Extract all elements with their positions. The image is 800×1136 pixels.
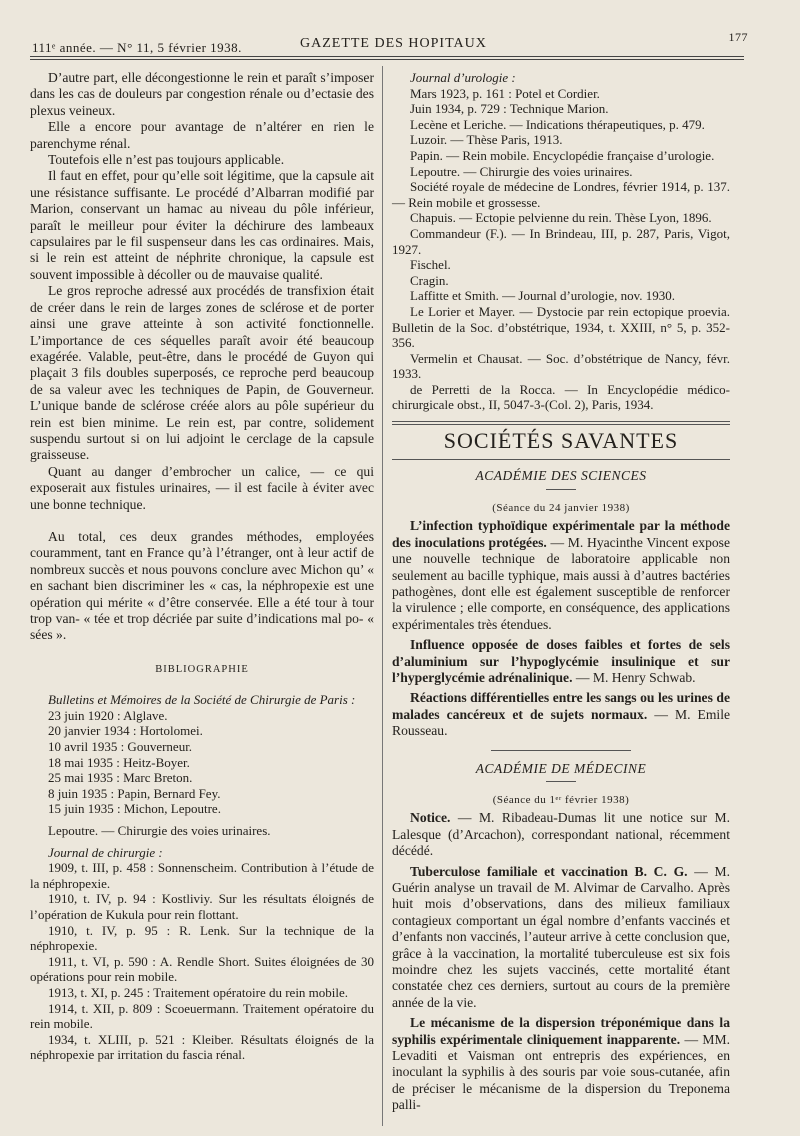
bib-item: 1910, t. IV, p. 95 : R. Lenk. Sur la technique de la néphropexie. bbox=[30, 922, 374, 954]
bib-entry: Lepoutre. — Chirurgie des voies urinaires. bbox=[48, 822, 271, 838]
report-item bbox=[392, 864, 730, 1012]
paragraph: Au total, ces deux grandes méthodes, employées couramment, tant en France qu’à l’étranger, ont à leur actif de nombreux succès et nous pouvons conclure avec Michon qu’ « en sachant bien discriminer les « cas, la néphropexie est une opération qui mérite « d’être conservée. Elle a été tour à tour trop van- « tée et trop décriée par suite d’indications mal po- « sées ». bbox=[30, 528, 374, 643]
bib-item: 25 mai 1935 : Marc Breton. bbox=[48, 770, 193, 786]
bib-item: Mars 1923, p. 161 : Potel et Cordier. bbox=[410, 85, 600, 101]
paragraph: Quant au danger d’embrocher un calice, — ce qui exposerait aux fistules urinaires, — il est facile à éviter avec une bonne technique. bbox=[30, 463, 374, 512]
bib-entry: Société royale de médecine de Londres, février 1914, p. 137. — Rein mobile et grossesse. bbox=[392, 179, 730, 210]
bib-item: 1911, t. VI, p. 590 : A. Rendle Short. Suites éloignées de 30 opérations pour rein mobile. bbox=[30, 953, 374, 985]
bibliography-heading: BIBLIOGRAPHIE bbox=[155, 663, 249, 675]
report-item bbox=[392, 810, 730, 859]
page-number: 177 bbox=[728, 30, 748, 44]
issue-line: 111ᵉ année. — N° 11, 5 février 1938. bbox=[32, 40, 242, 55]
academy-heading: ACADÉMIE DE MÉDECINE bbox=[475, 760, 647, 776]
journal-title: GAZETTE DES HOPITAUX bbox=[300, 36, 487, 51]
report-title: L’infection typhoïdique expérimentale par la méthode des inoculations protégées. bbox=[392, 518, 730, 550]
paragraph: Le gros reproche adressé aux procédés de transfixion était de créer dans le rein de larges zones de sclérose et de porter ainsi une grave atteinte à son activité fonctionnelle. L’importance de ces séquelles paraît avoir été beaucoup exagérée. Valable, peut-être, dans le procédé de Guyon qui plaçait 3 fils doubles superposés, ce reproche perd beaucoup de sa valeur avec les techniques de Papin, de Gouverneur. L’unique bande de sclérose créée alors au pôle supérieur du rein est bien minime. Le rein est, par contre, solidement suspendu surtout si on lui adjoint le cerclage de la capsule graisseuse. bbox=[30, 283, 374, 463]
report-item bbox=[392, 637, 730, 686]
section-rule bbox=[392, 421, 730, 422]
bib-source: Journal d’urologie : bbox=[410, 70, 516, 85]
bib-item: 1914, t. XII, p. 809 : Scoeuermann. Traitement opératoire du rein mobile. bbox=[30, 1000, 374, 1032]
report-body: — M. Hyacinthe Vincent expose une nouvelle technique de laboratoire applicable non seulement au bacille typhique, mais aussi à d’autres bactéries pathogènes, dont elle est également susceptible de renforcer la virulence ; elle comporte, en conséquence, des applications expérimentales très étendues. bbox=[392, 534, 730, 632]
report-body: — M. Emile Rousseau. bbox=[392, 706, 731, 739]
paragraph: D’autre part, elle décongestionne le rein et paraît s’imposer dans les cas de douleurs par congestion rénale ou d’ectasie des plexus veineux. bbox=[30, 70, 374, 118]
session-date: (Séance du 1ᵉʳ février 1938) bbox=[492, 793, 630, 806]
bib-entry: Fischel. bbox=[410, 257, 451, 273]
report-item bbox=[392, 690, 730, 739]
bib-source: Journal de chirurgie : bbox=[48, 844, 163, 860]
bib-entry: Chapuis. — Ectopie pelvienne du rein. Thèse Lyon, 1896. bbox=[410, 210, 712, 226]
bib-entry: Vermelin et Chausat. — Soc. d’obstétrique de Nancy, févr. 1933. bbox=[392, 350, 730, 382]
bib-list bbox=[30, 708, 374, 817]
header-rule bbox=[30, 59, 744, 60]
bib-item: 1909, t. III, p. 458 : Sonnenscheim. Contribution à l’étude de la néphropexie. bbox=[30, 860, 374, 891]
bib-item: 20 janvier 1934 : Hortolomei. bbox=[48, 723, 203, 739]
report-title: Tuberculose familiale et vaccination B. C. G. bbox=[410, 863, 688, 879]
report-body: — M. Henry Schwab. bbox=[575, 669, 696, 685]
short-rule bbox=[546, 781, 576, 782]
report-item bbox=[392, 518, 730, 633]
column-divider bbox=[382, 66, 383, 1126]
bib-item: Juin 1934, p. 729 : Technique Marion. bbox=[410, 101, 609, 117]
bib-item: 8 juin 1935 : Papin, Bernard Fey. bbox=[48, 785, 221, 801]
bibliography-continued bbox=[392, 70, 730, 413]
paragraph: Elle a encore pour avantage de n’altérer en rien le parenchyme rénal. bbox=[30, 119, 374, 151]
report-title: Le mécanisme de la dispersion tréponémique dans la syphilis expérimentale cliniquement inapparente. bbox=[392, 1015, 730, 1047]
bib-item: 23 juin 1920 : Alglave. bbox=[48, 707, 168, 723]
bib-item: 18 mai 1935 : Heitz-Boyer. bbox=[48, 754, 190, 770]
report-title: Notice. bbox=[410, 810, 451, 826]
bib-item: 1934, t. XLIII, p. 521 : Kleiber. Résultats éloignés de la néphropexie par irritation du fascia rénal. bbox=[30, 1031, 374, 1063]
bib-entry: Laffitte et Smith. — Journal d’urologie, nov. 1930. bbox=[410, 288, 676, 304]
bib-entry: Le Lorier et Mayer. — Dystocie par rein ectopique proevia. Bulletin de la Soc. d’obstétrique, 1934, t. XXIII, n° 5, p. 352-356. bbox=[392, 303, 730, 351]
section-rule bbox=[392, 459, 730, 460]
report-body: — MM. Levaditi et Vaisman ont entrepris des expériences, en inoculant la syphilis à des souris par voie sous-cutanée, afin de préciser le mécanisme de la dispersion du Treponema palli- bbox=[392, 1031, 730, 1113]
separator-rule bbox=[491, 750, 631, 751]
section-rule bbox=[392, 424, 730, 425]
short-rule bbox=[546, 489, 576, 490]
session-date: (Séance du 24 janvier 1938) bbox=[492, 501, 630, 514]
paragraph: Toutefois elle n’est pas toujours applicable. bbox=[48, 152, 285, 168]
report-title: Réactions différentielles entre les sangs ou les urines de malades cancéreux et de sujets normaux. bbox=[392, 690, 730, 722]
bib-entry: Lecène et Leriche. — Indications thérapeutiques, p. 479. bbox=[410, 116, 705, 132]
bib-entry: Lepoutre. — Chirurgie des voies urinaires. bbox=[410, 163, 633, 179]
paragraph: Il faut en effet, pour qu’elle soit légitime, que la capsule ait une résistance suffisante. Le procédé d’Albarran modifié par Marion, conservant un hamac au niveau du pôle inférieur, paraît le meilleur pour éviter la déchirure des lambeaux capsulaires par le fil suspenseur dans les cas ordinaires. Mais, si le rein est atteint de néphrite chronique, la capsule est souvent impossible à décoller ou de mauvaise qualité. bbox=[30, 168, 374, 282]
bib-entry: Commandeur (F.). — In Brindeau, III, p. 287, Paris, Vigot, 1927. bbox=[392, 225, 730, 257]
left-column bbox=[30, 70, 374, 1063]
bib-item: 1913, t. XI, p. 245 : Traitement opératoire du rein mobile. bbox=[48, 984, 349, 1000]
report-item bbox=[392, 1015, 730, 1113]
bib-entry: de Perretti de la Rocca. — In Encyclopédie médico-chirurgicale obst., II, 5047-3-(Col. 2), Paris, 1934. bbox=[392, 381, 730, 413]
bib-entry: Luzoir. — Thèse Paris, 1913. bbox=[410, 132, 563, 148]
section-title: SOCIÉTÉS SAVANTES bbox=[443, 428, 679, 454]
report-title: Influence opposée de doses faibles et fortes de sels d’aluminium sur l’hypoglycémie insulinique et sur l’hyperglycémie adrénalinique. bbox=[392, 637, 730, 685]
report-body: — M. Guérin analyse un travail de M. Alvimar de Carvalho. Après huit mois d’observations, dans des milieux familiaux contagieux comportant un égal nombre d’enfants vaccinés et d’enfants non vaccinés, l’auteur arrive à cette conclusion que, grâce à la vaccination, la mortalité tuberculeuse est six fois moindre chez les sujets vaccinés, cette mortalité étant constatée chez ces derniers, surtout au cours de la première année de la vie. bbox=[392, 863, 731, 1010]
report-body: — M. Ribadeau-Dumas lit une notice sur M. Lalesque (d’Arcachon), correspondant national, récemment décédé. bbox=[392, 810, 730, 859]
bib-entry: Cragin. bbox=[410, 272, 449, 288]
academy-heading: ACADÉMIE DES SCIENCES bbox=[475, 468, 647, 484]
bib-item: 1910, t. IV, p. 94 : Kostliviy. Sur les résultats éloignés de l’opération de Kukula pour rein flottant. bbox=[30, 891, 374, 922]
bib-source: Bulletins et Mémoires de la Société de Chirurgie de Paris : bbox=[48, 692, 356, 708]
bibliography bbox=[30, 692, 374, 1063]
header-rule bbox=[30, 56, 744, 57]
bib-item: 15 juin 1935 : Michon, Lepoutre. bbox=[48, 801, 221, 817]
bib-list bbox=[392, 86, 730, 117]
page-header bbox=[30, 30, 748, 55]
bib-item: 10 avril 1935 : Gouverneur. bbox=[48, 739, 193, 754]
bib-entry: Papin. — Rein mobile. Encyclopédie française d’urologie. bbox=[410, 147, 715, 163]
right-column bbox=[392, 70, 730, 1114]
